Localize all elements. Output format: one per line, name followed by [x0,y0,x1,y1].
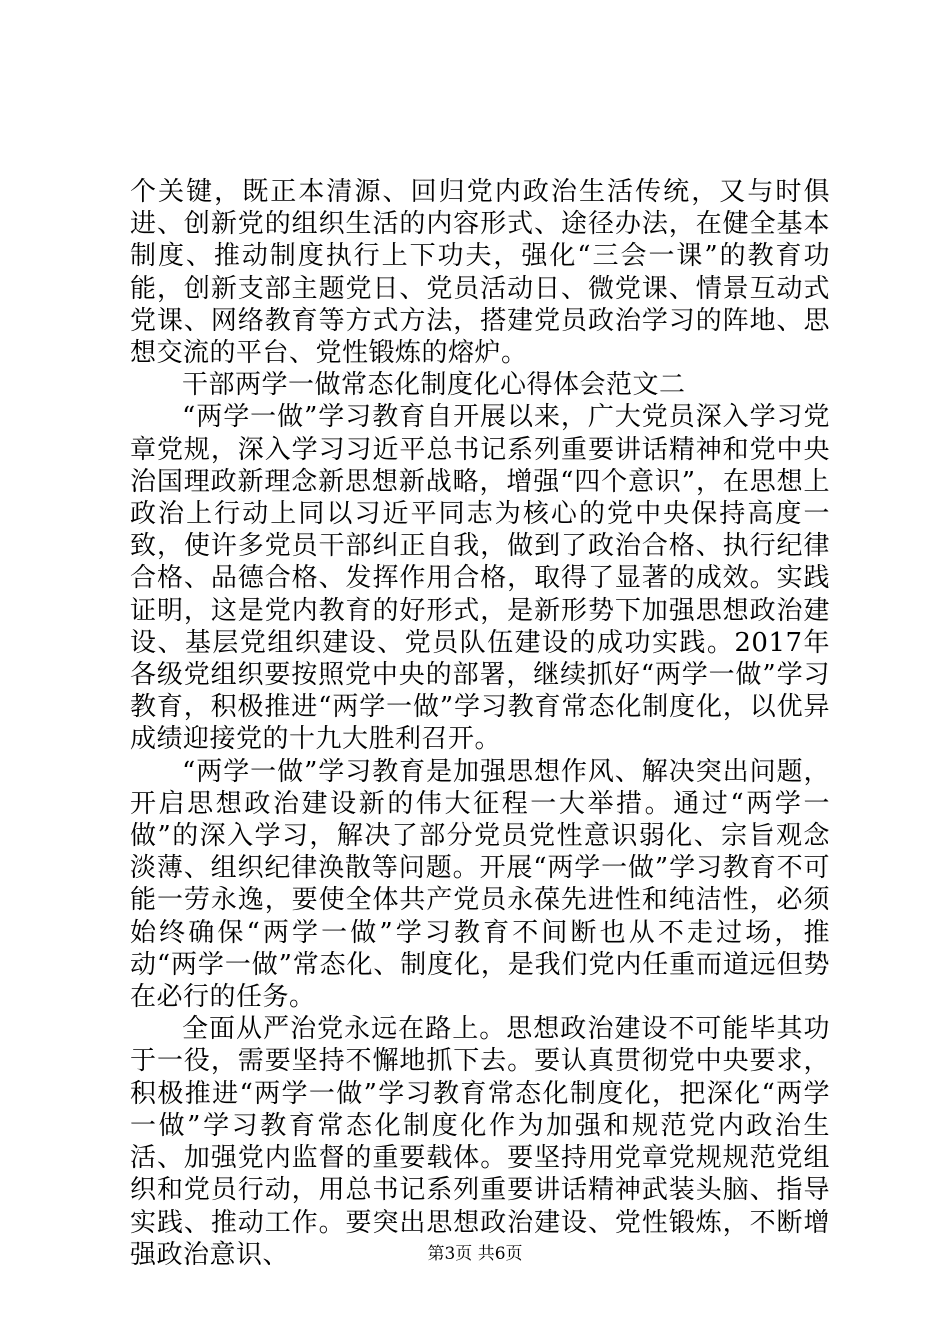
document-body [130,176,830,1271]
paragraph: “两学一做”学习教育自开展以来，广大党员深入学习党章党规，深入学习习近平总书记系列重要讲话精神和党中央治国理政新理念新思想新战略，增强“四个意识”，在思想上政治上行动上同以习近平同志为核心的党中央保持高度一致，使许多党员干部纠正自我，做到了政治合格、执行纪律合格、品德合格、发挥作用合格，取得了显著的成效。实践证明，这是党内教育的好形式，是新形势下加强思想政治建设、基层党组织建设、党员队伍建设的成功实践。2017年各级党组织要按照党中央的部署，继续抓好“两学一做”学习教育，积极推进“两学一做”学习教育常态化制度化，以优异成绩迎接党的十九大胜利召开。 [130,402,830,755]
paragraph: 全面从严治党永远在路上。思想政治建设不可能毕其功于一役，需要坚持不懈地抓下去。要认真贯彻党中央要求，积极推进“两学一做”学习教育常态化制度化，把深化“两学一做”学习教育常态化制度化作为加强和规范党内政治生活、加强党内监督的重要载体。要坚持用党章党规规范党组织和党员行动，用总书记系列重要讲话精神武装头脑、指导实践、推动工作。要突出思想政治建设、党性锻炼，不断增强政治意识、 [130,1014,830,1270]
page-number: 第3页 共6页 [427,1244,523,1264]
paragraph: “两学一做”学习教育是加强思想作风、解决突出问题，开启思想政治建设新的伟大征程一大举措。通过“两学一做”的深入学习，解决了部分党员党性意识弱化、宗旨观念淡薄、组织纪律涣散等问题。开展“两学一做”学习教育不可能一劳永逸，要使全体共产党员永葆先进性和纯洁性，必须始终确保“两学一做”学习教育不间断也从不走过场，推动“两学一做”常态化、制度化，是我们党内任重而道远但势在必行的任务。 [130,756,830,1013]
section-heading: 干部两学一做常态化制度化心得体会范文二 [182,370,686,401]
page-footer [0,1244,950,1264]
paragraph-continued: 个关键，既正本清源、回归党内政治生活传统，又与时俱进、创新党的组织生活的内容形式、途径办法，在健全基本制度、推动制度执行上下功夫，强化“三会一课”的教育功能，创新支部主题党日、党员活动日、微党课、情景互动式党课、网络教育等方式方法，搭建党员政治学习的阵地、思想交流的平台、党性锻炼的熔炉。 [130,177,830,369]
